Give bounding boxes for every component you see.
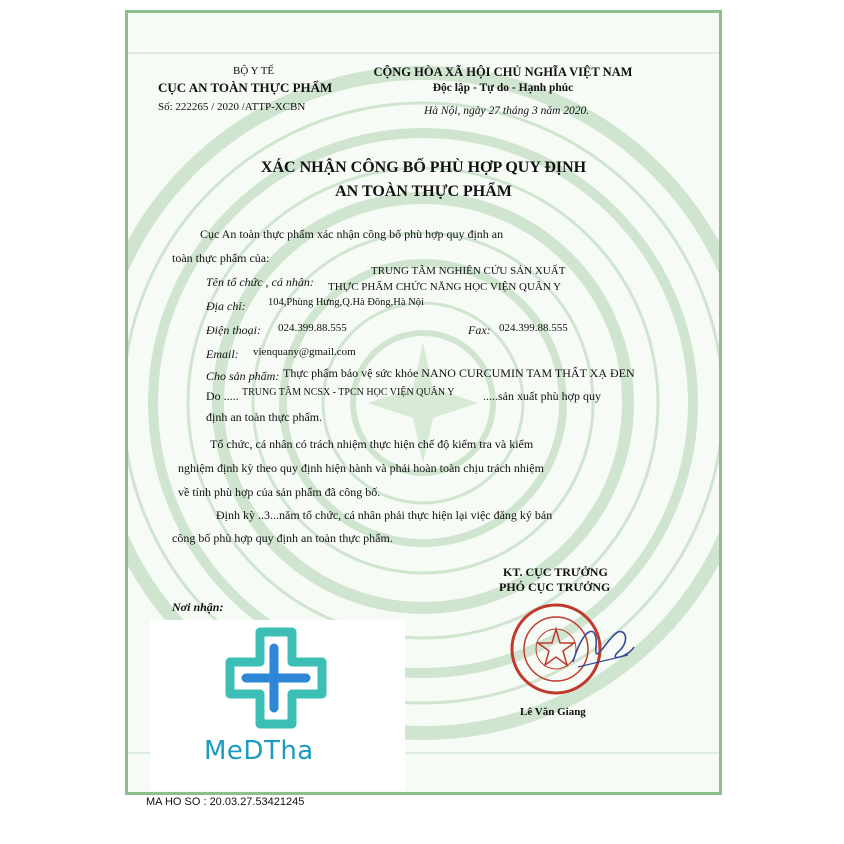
country-name: CỘNG HÒA XÃ HỘI CHỦ NGHĨA VIỆT NAM: [373, 65, 633, 79]
period-line2: công bố phù hợp quy định an toàn thực phẩm.: [172, 531, 393, 545]
address-value: 104,Phùng Hưng,Q.Hà Đông,Hà Nội: [268, 297, 424, 308]
document-number: Số: 222265 / 2020 /ATTP-XCBN: [158, 101, 306, 113]
org-name-label: Tên tổ chức , cá nhân:: [206, 275, 314, 289]
dossier-code: MA HO SO : 20.03.27.53421245: [146, 796, 305, 808]
national-motto: Độc lập - Tự do - Hạnh phúc: [432, 82, 574, 94]
maker-suffix: .....sản xuất phù hợp quy: [483, 389, 602, 403]
org-name-line2: THỰC PHẨM CHỨC NĂNG HỌC VIỆN QUÂN Y: [328, 281, 562, 293]
intro-line2: toàn thực phẩm của:: [172, 251, 270, 265]
brand-logo-card: [150, 620, 405, 790]
maker-prefix: Do .....: [206, 389, 239, 403]
email-value: vienquany@gmail.com: [253, 346, 356, 358]
product-value: Thực phẩm bảo vệ sức khỏe NANO CURCUMIN TAM THẤT XẠ ĐEN: [283, 366, 635, 380]
handwritten-signature: [568, 617, 638, 677]
place-date: Hà Nội, ngày 27 tháng 3 năm 2020.: [424, 105, 590, 117]
signatory-role: PHÓ CỤC TRƯỞNG: [499, 580, 611, 594]
ministry-name: BỘ Y TẾ: [233, 65, 275, 77]
address-label: Địa chỉ:: [206, 299, 246, 313]
maker-value: TRUNG TÂM NCSX - TPCN HỌC VIỆN QUÂN Y: [242, 387, 455, 398]
signatory-title: KT. CỤC TRƯỞNG: [503, 565, 608, 579]
maker-line2: định an toàn thực phẩm.: [206, 410, 323, 424]
email-label: Email:: [206, 347, 239, 361]
agency-name: CỤC AN TOÀN THỰC PHẨM: [158, 80, 333, 95]
responsibility-line3: về tính phù hợp của sản phẩm đã công bố.: [178, 485, 381, 499]
phone-value: 024.399.88.555: [278, 322, 347, 334]
document-title-line2: AN TOÀN THỰC PHẨM: [335, 183, 512, 200]
fax-label: Fax:: [468, 323, 491, 337]
signer-name: Lê Văn Giang: [520, 706, 586, 718]
fax-value: 024.399.88.555: [499, 322, 568, 334]
org-name-line1: TRUNG TÂM NGHIÊN CỨU SẢN XUẤT: [371, 265, 566, 277]
intro-line1: Cục An toàn thực phẩm xác nhận công bố phù hợp quy định an: [200, 227, 504, 241]
phone-label: Điện thoại:: [206, 323, 261, 337]
receivers-label: Nơi nhận:: [172, 600, 224, 614]
period-line1: Định kỳ ..3...năm tổ chức, cá nhân phải thực hiện lại việc đăng ký bản: [216, 508, 553, 522]
brand-name: MeDTha: [204, 736, 314, 766]
responsibility-line1: Tổ chức, cá nhân có trách nhiệm thực hiện chế độ kiểm tra và kiểm: [210, 437, 534, 451]
product-label: Cho sản phẩm:: [206, 369, 280, 383]
document-title-line1: XÁC NHẬN CÔNG BỐ PHÙ HỢP QUY ĐỊNH: [260, 159, 587, 176]
responsibility-line2: nghiệm định kỳ theo quy định hiện hành và phải hoàn toàn chịu trách nhiệm: [178, 461, 544, 475]
medical-cross-icon: [222, 626, 330, 730]
